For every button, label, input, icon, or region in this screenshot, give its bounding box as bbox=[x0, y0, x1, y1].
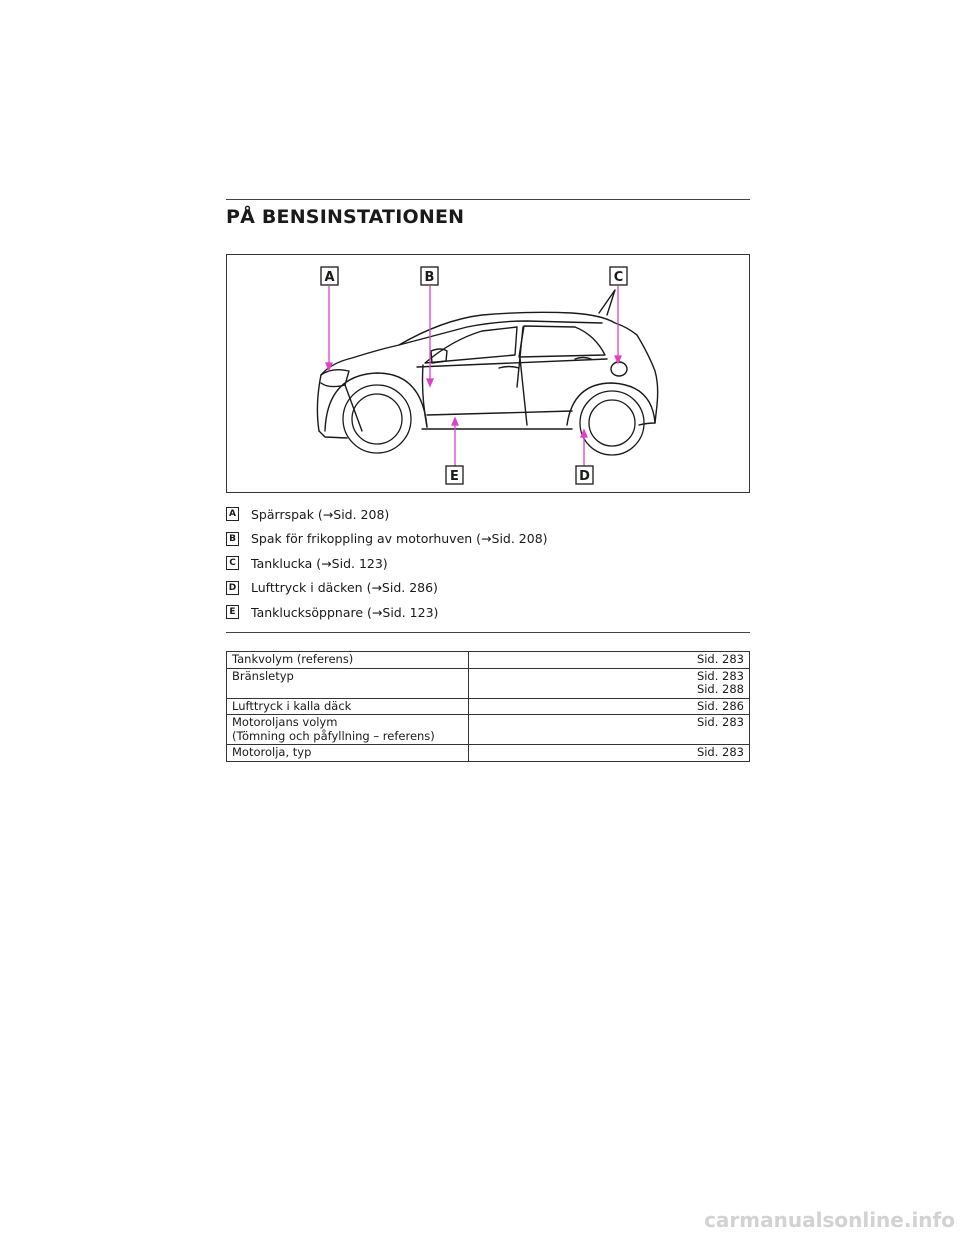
callout-text: Tanklucka (→Sid. 123) bbox=[251, 555, 388, 571]
figure-label-a-text: A bbox=[324, 270, 335, 285]
table-row bbox=[227, 652, 750, 669]
car-illustration bbox=[227, 255, 749, 492]
table-row bbox=[227, 715, 750, 745]
spec-item: Bränsletyp bbox=[227, 668, 469, 698]
callout-item bbox=[226, 502, 750, 527]
callout-badge: E bbox=[226, 605, 239, 619]
mid-rule bbox=[226, 632, 750, 633]
spec-page: Sid. 283 bbox=[469, 652, 750, 669]
spec-page: Sid. 283 bbox=[469, 715, 750, 745]
figure-label-b bbox=[421, 267, 438, 285]
callout-text: Tanklucksöppnare (→Sid. 123) bbox=[251, 604, 439, 620]
section-title: PÅ BENSINSTATIONEN bbox=[226, 206, 465, 228]
callout-badge: D bbox=[226, 581, 239, 595]
callout-text: Spärrspak (→Sid. 208) bbox=[251, 506, 390, 522]
callout-text: Spak för frikoppling av motorhuven (→Sid. 208) bbox=[251, 531, 548, 547]
callout-item bbox=[226, 527, 750, 552]
spec-item: Motorolja, typ bbox=[227, 745, 469, 762]
figure-label-c bbox=[610, 267, 627, 285]
callout-badge: C bbox=[226, 556, 239, 570]
callout-list bbox=[226, 502, 750, 625]
specs-table bbox=[226, 651, 750, 762]
figure-label-d bbox=[576, 466, 593, 484]
figure-label-b-text: B bbox=[424, 270, 435, 285]
table-row bbox=[227, 745, 750, 762]
table-row bbox=[227, 698, 750, 715]
spec-page: Sid. 283 bbox=[469, 745, 750, 762]
callout-item bbox=[226, 600, 750, 625]
spec-page: Sid. 286 bbox=[469, 698, 750, 715]
callout-badge: A bbox=[226, 507, 239, 521]
car-side-figure bbox=[226, 254, 750, 493]
figure-label-c-text: C bbox=[613, 270, 624, 285]
table-row bbox=[227, 668, 750, 698]
spec-item: Motoroljans volym (Tömning och påfyllning – referens) bbox=[227, 715, 469, 745]
spec-item: Tankvolym (referens) bbox=[227, 652, 469, 669]
callout-item bbox=[226, 576, 750, 601]
callout-badge: B bbox=[226, 532, 239, 546]
figure-label-a bbox=[321, 267, 338, 285]
figure-label-d-text: D bbox=[579, 469, 590, 484]
top-rule bbox=[226, 199, 750, 200]
figure-label-e-text: E bbox=[450, 469, 459, 484]
callout-text: Lufttryck i däcken (→Sid. 286) bbox=[251, 580, 438, 596]
figure-label-e bbox=[446, 466, 463, 484]
watermark: carmanualsonline.info bbox=[704, 1208, 955, 1232]
spec-page: Sid. 283 Sid. 288 bbox=[469, 668, 750, 698]
spec-item: Lufttryck i kalla däck bbox=[227, 698, 469, 715]
callout-item bbox=[226, 551, 750, 576]
